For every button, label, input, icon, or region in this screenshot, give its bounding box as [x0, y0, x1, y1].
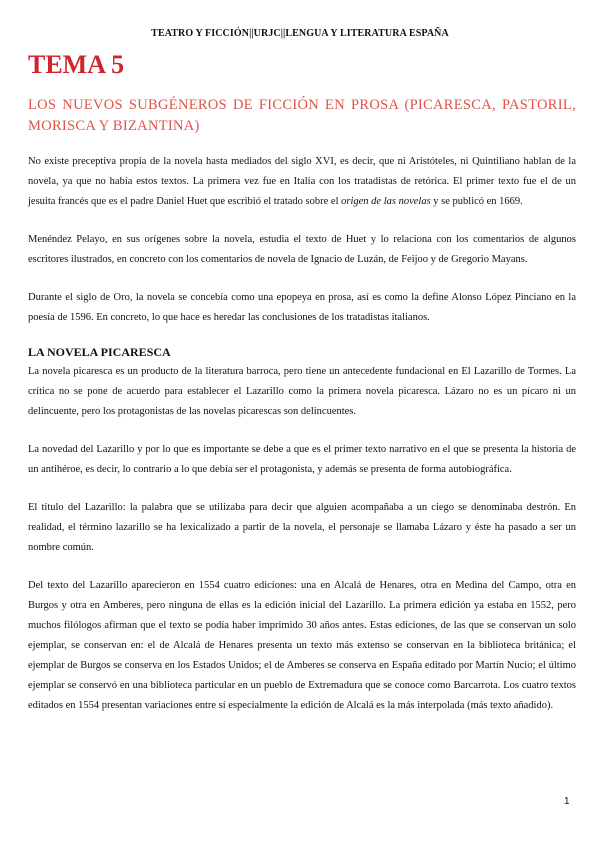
paragraph-5: La novedad del Lazarillo y por lo que es importante se debe a que es el primer texto narrativo en el que se presenta la historia de un antihéroe, es decir, lo contrario a lo que debía ser el protagonista, y además se presenta de forma autobiográfica. [28, 444, 576, 475]
document-body [28, 152, 576, 734]
page-title: TEMA 5 [28, 50, 125, 79]
paragraph-4: La novela picaresca es un producto de la literatura barroca, pero tiene un antecedente fundacional en El Lazarillo de Tormes. La crítica no se pone de acuerdo para establecer el Lazarillo como la primera novela picaresca. Lázaro no es un pícaro ni un delincuente, pero los protagonistas de las novelas picarescas son delincuentes. [28, 366, 576, 417]
paragraph-1-text-b: y se publicó en 1669. [430, 196, 523, 207]
paragraph-7: Del texto del Lazarillo aparecieron en 1554 cuatro ediciones: una en Alcalá de Henares, otra en Medina del Campo, otra en Burgos y otra en Amberes, pero ninguna de ellas es la edición inicial del Lazarillo. La primera edición ya estaba en 1552, pero muchos filólogos afirman que el texto se podía haber imprimido 30 años antes. Estas ediciones, de las que se conservan un solo ejemplar, se conservan en: el de Alcalá de Henares presenta un texto más extenso se conservan en la biblioteca británica; el ejemplar de Burgos se conserva en los Estados Unidos; el de Amberes se conserva en España editado por Martín Nucio; el último ejemplar se conservó en una biblioteca particular en un pueblo de Extremadura que se conoce como Barcarrota. Los cuatro textos editados en 1554 presentan variaciones entre sí especialmente la edición de Alcalá es la más interpolada (más texto añadido). [28, 580, 576, 711]
paragraph-2: Menéndez Pelayo, en sus orígenes sobre la novela, estudia el texto de Huet y lo relaciona con los comentarios de algunos escritores ilustrados, en concreto con los comentarios de novela de Ignacio de Luzán, de Feijoo y de Gregorio Mayans. [28, 234, 576, 265]
page-subtitle: LOS NUEVOS SUBGÉNEROS DE FICCIÓN EN PROSA (PICARESCA, PASTORIL, MORISCA Y BIZANTINA) [28, 97, 576, 134]
section-heading: LA NOVELA PICARESCA [28, 345, 171, 359]
running-header: TEATRO Y FICCIÓN||URJC||LENGUA Y LITERATURA ESPAÑA [151, 28, 449, 39]
paragraph-1-italic: origen de las novelas [341, 196, 431, 207]
paragraph-6: El título del Lazarillo: la palabra que se utilizaba para decir que alguien acompañaba a un ciego se denominaba destrón. En realidad, el término lazarillo se ha lexicalizado a partir de la novela, el personaje se llamaba Lázaro y éste ha pasado a ser un nombre común. [28, 502, 576, 553]
paragraph-1 [28, 152, 576, 212]
page-number: 1 [564, 796, 570, 807]
paragraph-3: Durante el siglo de Oro, la novela se concebía como una epopeya en prosa, así es como la define Alonso López Pinciano en la poesía de 1596. En concreto, lo que hace es heredar las conclusiones de los tratadistas italianos. [28, 292, 576, 323]
paragraph-1-text-a: No existe preceptiva propia de la novela hasta mediados del siglo XVI, es decir, que ni Aristóteles, ni Quintiliano hablan de la novela, ya que no había estos textos. La primera vez fue en Italia con los tratadistas de retórica. El primer texto fue el de un jesuita francés que es el padre Daniel Huet que escribió el tratado sobre el [28, 156, 576, 207]
